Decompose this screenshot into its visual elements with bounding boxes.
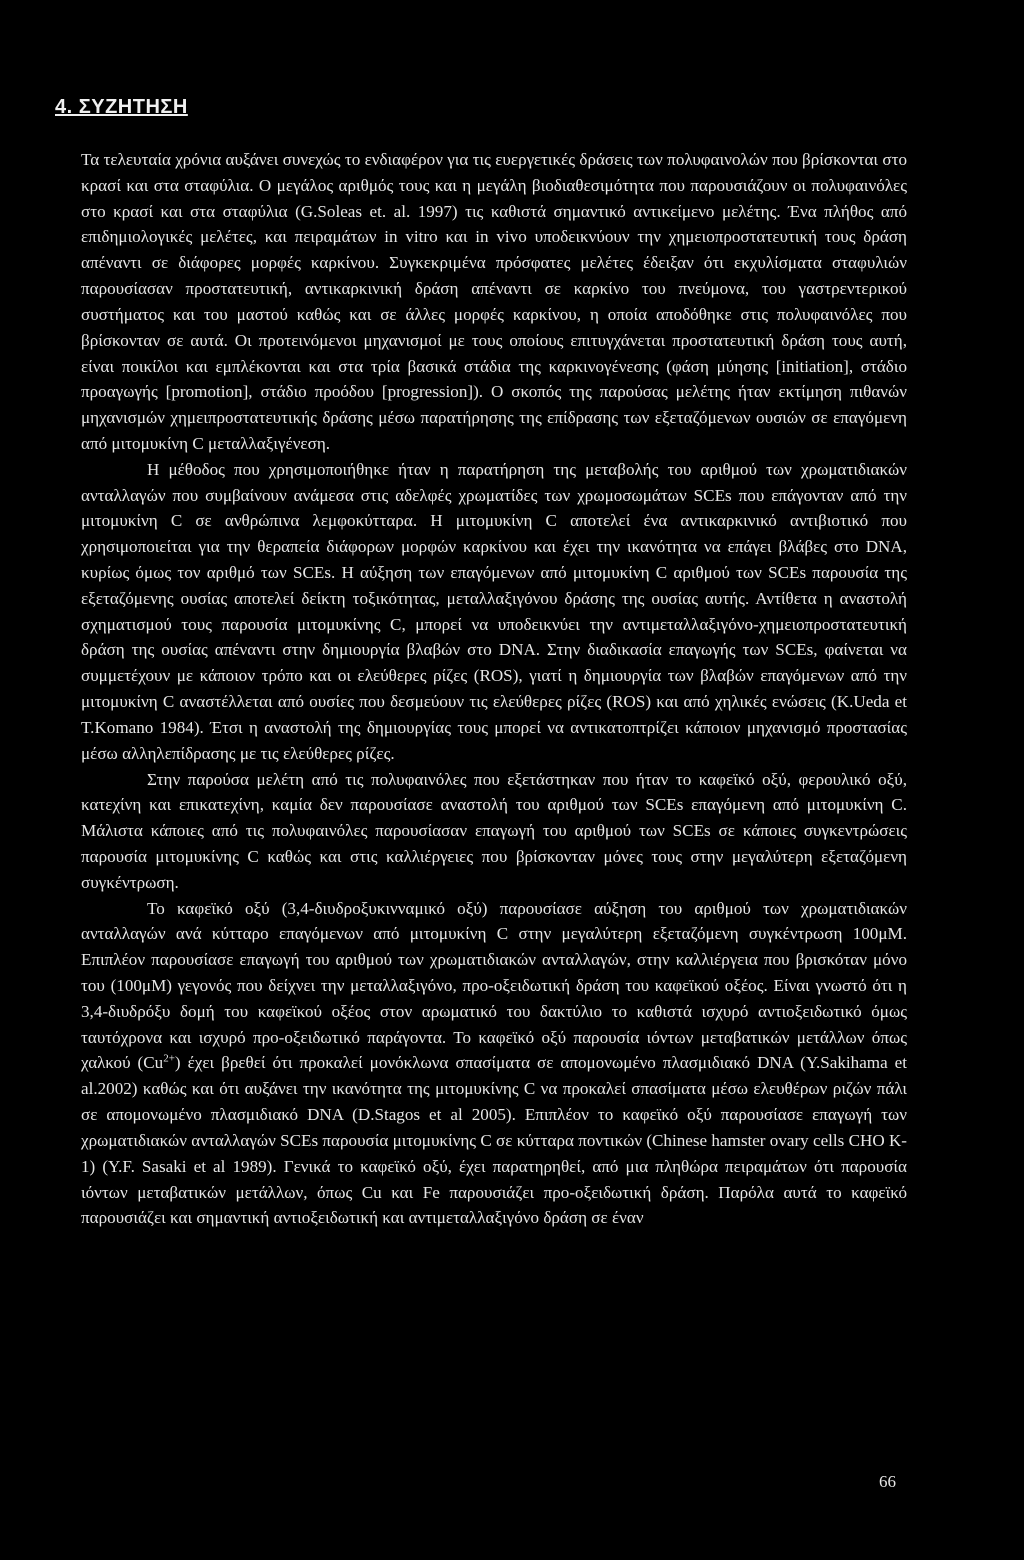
paragraph-4 [81, 896, 907, 1232]
body-text [81, 147, 907, 1231]
copper-ion-charge: 2+ [163, 1052, 175, 1065]
paragraph-4-part-2: ) έχει βρεθεί ότι προκαλεί μονόκλωνα σπασίματα σε απομονωμένο πλασμιδιακό DNA (Y.Sakihama et al.2002) καθώς και ότι αυξάνει την ικανότητα της μιτομυκίνης C να προκαλεί σπασίματα μέσω ελευθέρων ριζών πάλι σε απομονωμένο πλασμιδιακό DNA (D.Stagos et al 2005). Επιπλέον το καφεϊκό οξύ παρουσίασε επαγωγή των χρωματιδιακών ανταλλαγών SCEs παρουσία μιτομυκίνης C σε κύτταρα ποντικών (Chinese hamster ovary cells CHO K-1) (Y.F. Sasaki et al 1989). Γενικά το καφεϊκό οξύ, έχει παρατηρηθεί, από μια πληθώρα πειραμάτων ότι παρουσία ιόντων μεταβατικών μετάλλων, όπως Cu και Fe παρουσιάζει προ-οξειδωτική δράση. Παρόλα αυτά το καφεϊκό παρουσιάζει και σημαντική αντιοξειδωτική και αντιμεταλλαξιγόνο δράση σε έναν [81, 1053, 908, 1228]
paragraph-4-part-1: Το καφεϊκό οξύ (3,4-διυδροξυκινναμικό οξύ) παρουσίασε αύξηση του αριθμού των χρωματιδιακών ανταλλαγών ανά κύτταρο επαγόμενων από μιτομυκίνη C στην μεγαλύτερη εξεταζόμενη συγκέντρωση 100μΜ. Επιπλέον παρουσίασε επαγωγή του αριθμού των χρωματιδιακών ανταλλαγών, στην καλλιέργεια που βρισκόταν μόνο του (100μΜ) γεγονός που δείχνει την μεταλλαξιγόνο, προ-οξειδωτική δράση του καφεϊκού οξέος. Είναι γνωστό ότι η 3,4-διυδρόξυ δομή του καφεϊκού οξέος στον αρωματικό του δακτύλιο το καθιστά ισχυρό αντιοξειδωτικό όμως ταυτόχρονα και ισχυρό προ-οξειδωτικό παράγοντα. Το καφεϊκό οξύ παρουσία ιόντων μεταβατικών μετάλλων όπως χαλκού (Cu [81, 898, 907, 1073]
page-number: 66 [879, 1472, 896, 1491]
paragraph-2: Η μέθοδος που χρησιμοποιήθηκε ήταν η παρατήρηση της μεταβολής του αριθμού των χρωματιδιακών ανταλλαγών που συμβαίνουν ανάμεσα στις αδελφές χρωματίδες των χρωμοσωμάτων SCEs που επάγονταν από την μιτομυκίνη C σε ανθρώπινα λεμφοκύτταρα. Η μιτομυκίνη C αποτελεί ένα αντικαρκινικό αντιβιοτικό που χρησιμοποιείται για την θεραπεία διάφορων μορφών καρκίνου και έχει την ικανότητα να επάγει βλάβες στο DNA, κυρίως όμως τον αριθμό των SCEs. Η αύξηση των επαγόμενων από μιτομυκίνη C αριθμού των SCEs παρουσία της εξεταζόμενης ουσίας αποτελεί δείκτη τοξικότητας, μεταλλαξιγόνου δράσης της ουσίας αυτής. Αντίθετα η αναστολή σχηματισμού τους παρουσία μιτομυκίνης C, μπορεί να υποδεικνύει την αντιμεταλλαξιγόνο-χημειοπροστατευτική δράση της ουσίας απέναντι στην δημιουργία βλαβών στο DNA. Στην διαδικασία επαγωγής των SCEs, φαίνεται να συμμετέχουν με κάποιον τρόπο και οι ελεύθερες ρίζες (ROS), γιατί η δημιουργία των βλαβών επαγόμενων από την μιτομυκίνη C αναστέλλεται από ουσίες που δεσμεύουν τις ελεύθερες ρίζες (ROS) και από χηλικές ενώσεις (K.Ueda et T.Komano 1984). Έτσι η αναστολή της δημιουργίας τους μπορεί να αντικατοπτρίζει κάποιον μηχανισμό προστασίας μέσω αλληλεπίδρασης με τις ελεύθερες ρίζες. [81, 459, 907, 763]
paragraph-3: Στην παρούσα μελέτη από τις πολυφαινόλες που εξετάστηκαν που ήταν το καφεϊκό οξύ, φερουλικό οξύ, κατεχίνη και επικατεχίνη, καμία δεν παρουσίασε αναστολή του αριθμού των SCEs επαγόμενη από μιτομυκίνη C. Μάλιστα κάποιες από τις πολυφαινόλες παρουσίασαν επαγωγή του αριθμού των SCEs σε κάποιες συγκεντρώσεις παρουσία μιτομυκίνης C καθώς και στις καλλιέργειες που βρίσκονταν μόνες τους στην μεγαλύτερη εξεταζόμενη συγκέντρωση. [81, 769, 907, 892]
paragraph-1: Τα τελευταία χρόνια αυξάνει συνεχώς το ενδιαφέρον για τις ευεργετικές δράσεις των πολυφαινολών που βρίσκονται στο κρασί και στα σταφύλια. Ο μεγάλος αριθμός τους και η μεγάλη βιοδιαθεσιμότητα που παρουσιάζουν οι πολυφαινόλες στο κρασί και στα σταφύλια (G.Soleas et. al. 1997) τις καθιστά σημαντικό αντικείμενο μελέτης. Ένα πλήθος από επιδημιολογικές μελέτες, και πειραμάτων in vitro και in vivo υποδεικνύουν την χημειοπροστατευτική τους δράση απέναντι σε διάφορες μορφές καρκίνου. Συγκεκριμένα πρόσφατες μελέτες έδειξαν ότι εκχυλίσματα σταφυλιών παρουσίασαν προστατευτική, αντικαρκινική δράση απέναντι σε καρκίνο του πνεύμονα, του γαστρεντερικού συστήματος και του μαστού καθώς και σε άλλες μορφές καρκίνου, η οποία αποδόθηκε στις πολυφαινόλες που βρίσκονταν σε αυτά. Οι προτεινόμενοι μηχανισμοί με τους οποίους επιτυγχάνεται προστατευτική δράση τους αυτή, είναι ποικίλοι και εμπλέκονται και στα τρία βασικά στάδια της καρκινογένεσης (φάση μύησης [initiation], στάδιο προαγωγής [promotion], στάδιο προόδου [progression]). Ο σκοπός της παρούσας μελέτης ήταν εκτίμηση πιθανών μηχανισμών χημειπροστατευτικής δράσης μέσω παρατήρησης της επίδρασης των εξεταζόμενων ουσιών σε επαγόμενη από μιτομυκίνη C μεταλλαξιγένεση. [81, 150, 907, 453]
section-heading: 4. ΣΥΖΗΤΗΣΗ [55, 96, 188, 118]
